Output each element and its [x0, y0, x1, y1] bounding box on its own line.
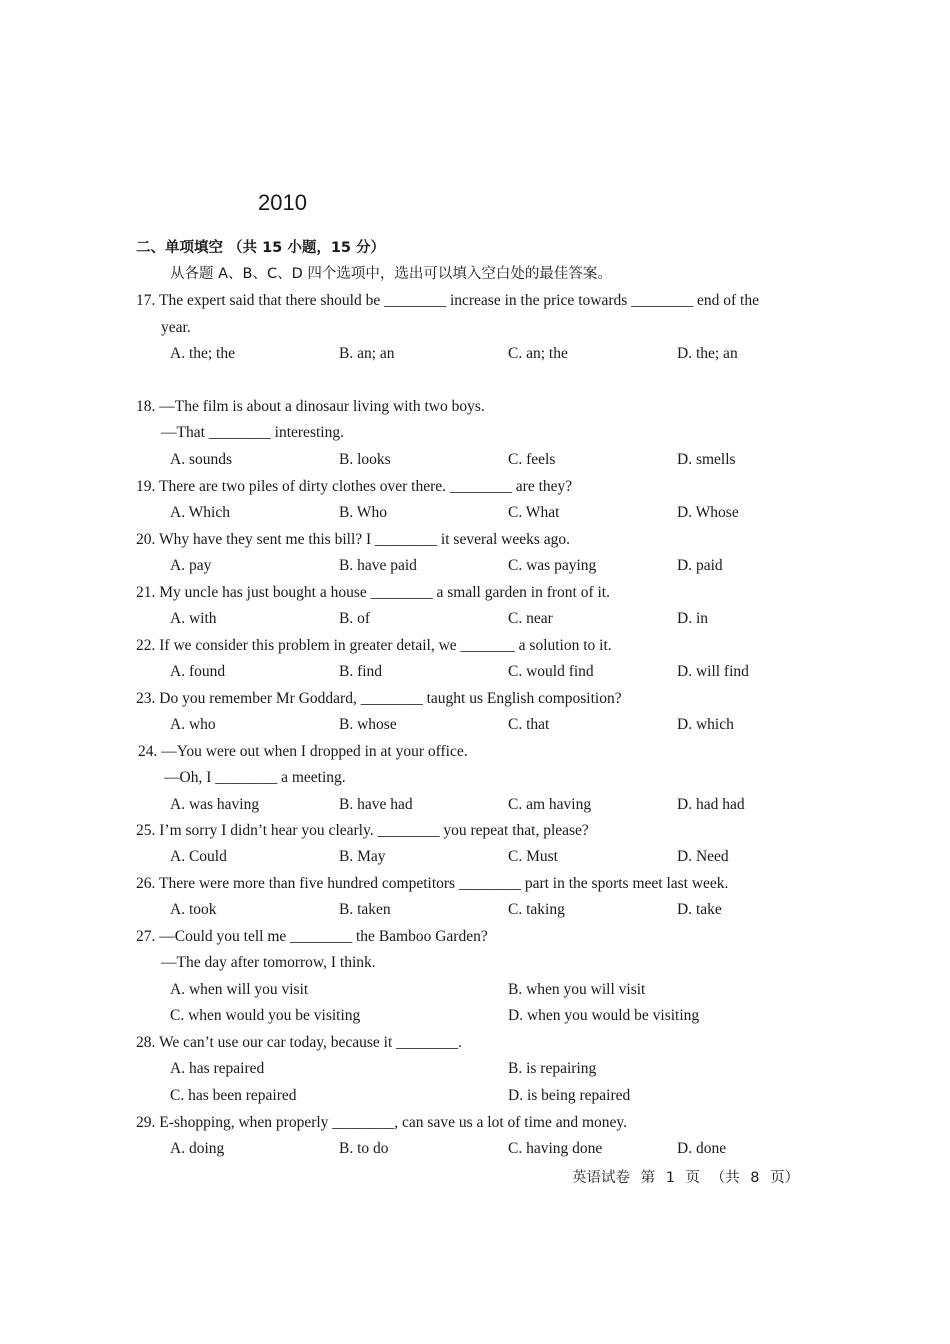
option-a: A. with	[170, 610, 217, 627]
option-b: B. taken	[339, 901, 391, 918]
question-28: 28. We can’t use our car today, because it ________.	[136, 1034, 463, 1051]
option-b: B. Who	[339, 504, 387, 521]
option-d: D. will find	[677, 663, 749, 680]
option-c: C. taking	[508, 901, 565, 918]
option-b: B. when you will visit	[508, 981, 646, 998]
question-21: 21. My uncle has just bought a house ________ a small garden in front of it.	[136, 584, 610, 601]
question-27: 27. —Could you tell me ________ the Bamboo Garden?	[136, 928, 488, 945]
option-c: C. was paying	[508, 557, 597, 574]
option-a: A. was having	[170, 796, 260, 813]
option-b: B. find	[339, 663, 383, 680]
question-29: 29. E-shopping, when properly ________, can save us a lot of time and money.	[136, 1114, 628, 1131]
option-a: A. took	[170, 901, 217, 918]
option-c: C. Must	[508, 848, 558, 865]
option-d: D. done	[677, 1140, 727, 1157]
option-d: D. when you would be visiting	[508, 1007, 700, 1024]
option-c: C. an; the	[508, 345, 568, 362]
question-17-cont: year.	[161, 319, 191, 336]
year-heading: 2010	[258, 190, 307, 215]
option-d: D. which	[677, 716, 734, 733]
option-c: C. What	[508, 504, 560, 521]
option-d: D. smells	[677, 451, 736, 468]
option-a: A. found	[170, 663, 226, 680]
option-b: B. whose	[339, 716, 397, 733]
section-title: 二、单项填空 （共 15 小题，15 分）	[136, 240, 386, 256]
option-d: D. Need	[677, 848, 729, 865]
option-b: B. have paid	[339, 557, 417, 574]
question-20: 20. Why have they sent me this bill? I ________ it several weeks ago.	[136, 531, 571, 548]
option-a: A. Could	[170, 848, 227, 865]
option-b: B. an; an	[339, 345, 395, 362]
option-b: B. looks	[339, 451, 391, 468]
option-c: C. when would you be visiting	[170, 1007, 361, 1024]
question-27-cont: —The day after tomorrow, I think.	[161, 954, 376, 971]
option-c: C. having done	[508, 1140, 603, 1157]
option-a: A. has repaired	[170, 1060, 265, 1077]
option-d: D. take	[677, 901, 722, 918]
question-23: 23. Do you remember Mr Goddard, ________ taught us English composition?	[136, 690, 622, 707]
option-a: A. who	[170, 716, 216, 733]
option-c: C. that	[508, 716, 550, 733]
option-c: C. would find	[508, 663, 594, 680]
question-25: 25. I’m sorry I didn’t hear you clearly. ________ you repeat that, please?	[136, 822, 589, 839]
option-b: B. is repairing	[508, 1060, 597, 1077]
option-d: D. in	[677, 610, 708, 627]
option-d: D. the; an	[677, 345, 738, 362]
option-a: A. the; the	[170, 345, 235, 362]
option-d: D. paid	[677, 557, 723, 574]
question-26: 26. There were more than five hundred competitors ________ part in the sports meet last week.	[136, 875, 729, 892]
option-c: C. has been repaired	[170, 1087, 297, 1104]
instructions: 从各题 A、B、C、D 四个选项中，选出可以填入空白处的最佳答案。	[170, 266, 612, 282]
option-b: B. May	[339, 848, 386, 865]
option-c: C. feels	[508, 451, 556, 468]
option-d: D. had had	[677, 796, 745, 813]
question-17: 17. The expert said that there should be ________ increase in the price towards ________ end of the	[136, 292, 759, 309]
question-24: 24. —You were out when I dropped in at your office.	[138, 743, 468, 760]
option-d: D. is being repaired	[508, 1087, 631, 1104]
question-19: 19. There are two piles of dirty clothes over there. ________ are they?	[136, 478, 573, 495]
option-a: A. when will you visit	[170, 981, 309, 998]
option-d: D. Whose	[677, 504, 739, 521]
option-b: B. to do	[339, 1140, 389, 1157]
option-c: C. near	[508, 610, 553, 627]
option-a: A. sounds	[170, 451, 233, 468]
option-a: A. pay	[170, 557, 212, 574]
option-a: A. doing	[170, 1140, 225, 1157]
question-18-cont: —That ________ interesting.	[161, 424, 344, 441]
option-b: B. of	[339, 610, 370, 627]
option-c: C. am having	[508, 796, 592, 813]
page-footer: 英语试卷 第 1 页 （共 8 页）	[572, 1170, 800, 1186]
option-b: B. have had	[339, 796, 413, 813]
question-22: 22. If we consider this problem in greater detail, we _______ a solution to it.	[136, 637, 612, 654]
option-a: A. Which	[170, 504, 230, 521]
question-18: 18. —The film is about a dinosaur living with two boys.	[136, 398, 485, 415]
question-24-cont: —Oh, I ________ a meeting.	[164, 769, 346, 786]
